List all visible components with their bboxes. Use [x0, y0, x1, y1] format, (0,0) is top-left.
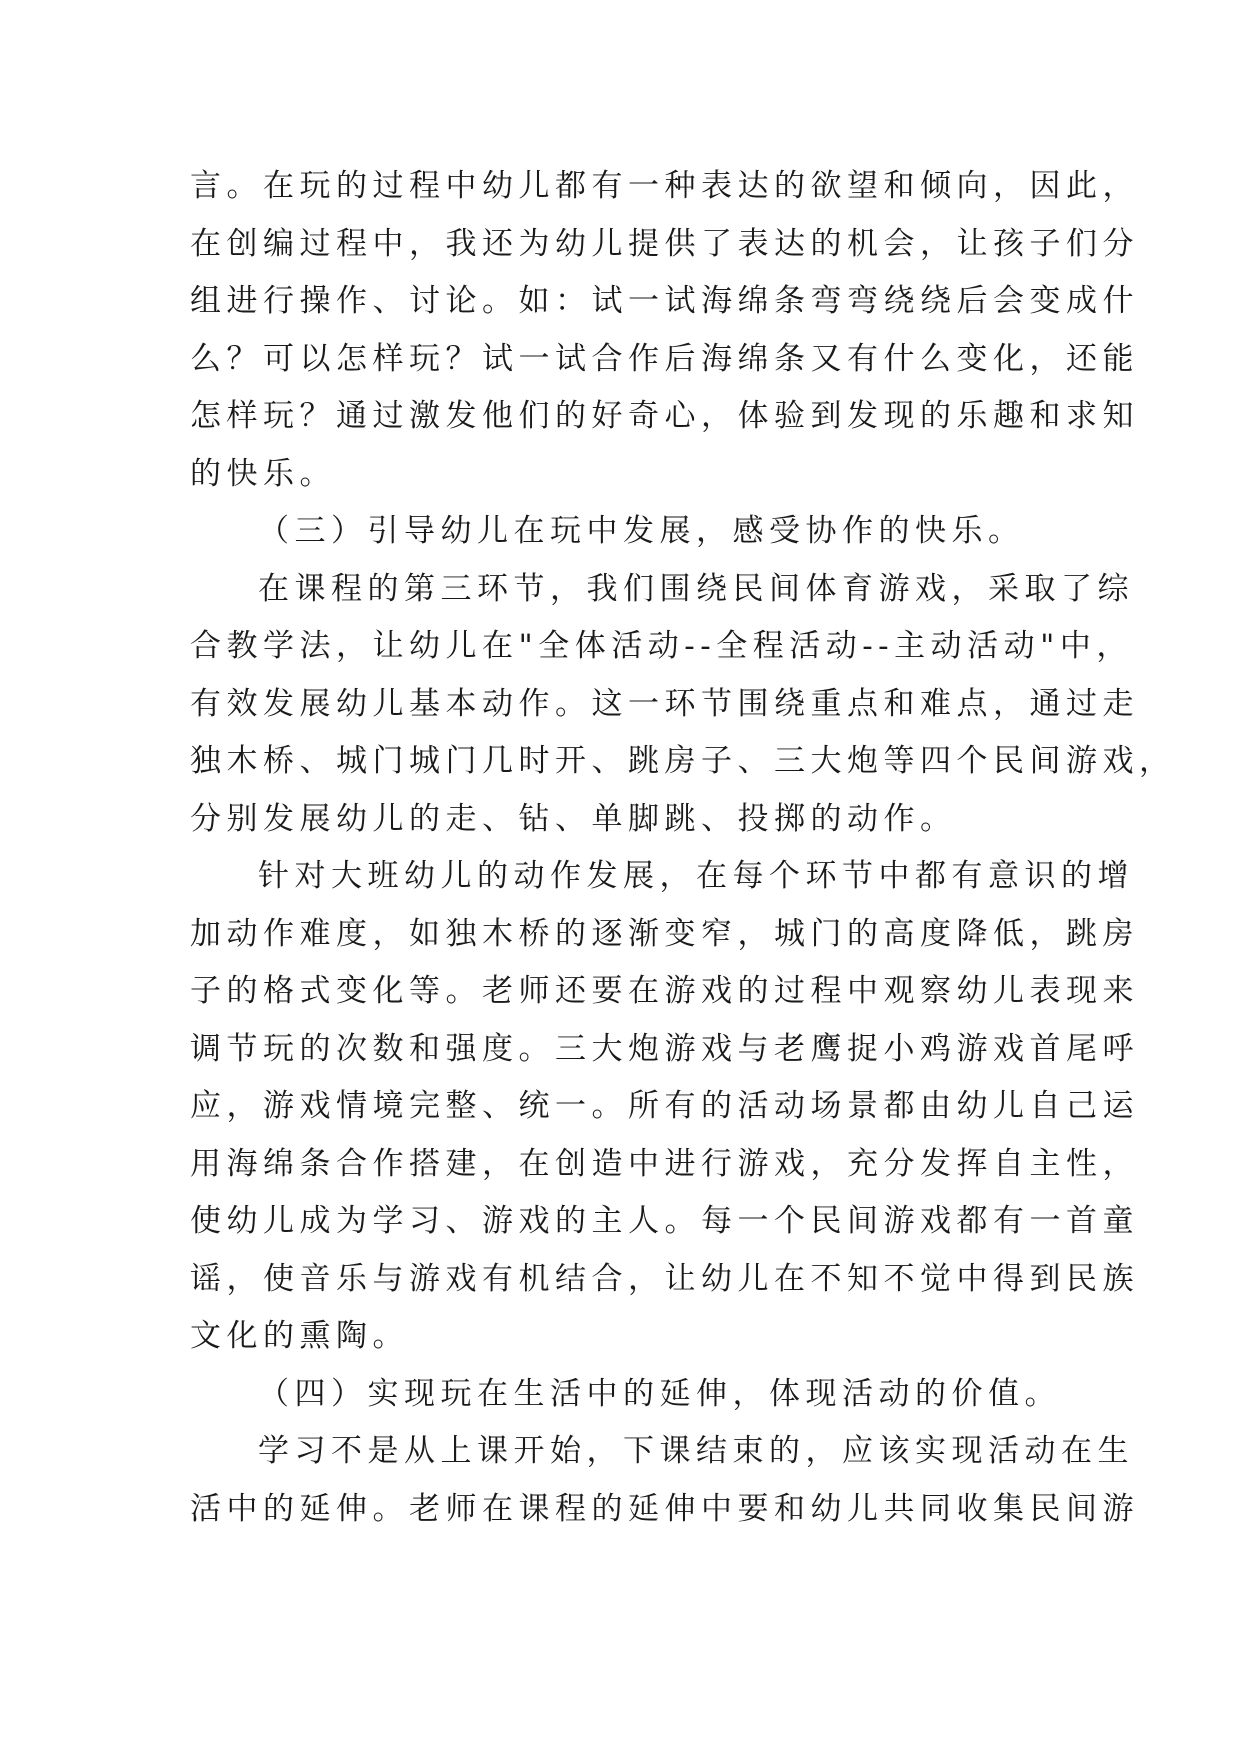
text-line: 言。在玩的过程中幼儿都有一种表达的欲望和倾向，因此，	[190, 168, 1139, 204]
text-line: 加动作难度，如独木桥的逐渐变窄，城门的高度降低，跳房	[190, 915, 1139, 952]
text-line: 怎样玩？通过激发他们的好奇心，体验到发现的乐趣和求知	[190, 398, 1139, 434]
text-line: 么？可以怎样玩？试一试合作后海绵条又有什么变化，还能	[190, 340, 1139, 377]
text-line: 使幼儿成为学习、游戏的主人。每一个民间游戏都有一首童	[190, 1203, 1139, 1239]
text-line: 调节玩的次数和强度。三大炮游戏与老鹰捉小鸡游戏首尾呼	[190, 1030, 1139, 1067]
text-line: 在创编过程中，我还为幼儿提供了表达的机会，让孩子们分	[190, 225, 1139, 262]
text-line: 分别发展幼儿的走、钻、单脚跳、投掷的动作。	[190, 800, 957, 837]
text-line: 用海绵条合作搭建，在创造中进行游戏，充分发挥自主性，	[190, 1145, 1139, 1182]
text-line: 应，游戏情境完整、统一。所有的活动场景都由幼儿自己运	[190, 1088, 1139, 1124]
text-line: 独木桥、城门城门几时开、跳房子、三大炮等四个民间游戏，	[190, 743, 1176, 779]
text-line: 学习不是从上课开始，下课结束的，应该实现活动在生	[258, 1433, 1134, 1469]
text-line: 的快乐。	[190, 455, 336, 492]
section-heading: （三）引导幼儿在玩中发展，感受协作的快乐。	[258, 513, 1025, 549]
section-heading: （四）实现玩在生活中的延伸，体现活动的价值。	[258, 1375, 1061, 1412]
text-line: 活中的延伸。老师在课程的延伸中要和幼儿共同收集民间游	[190, 1490, 1139, 1527]
text-line: 有效发展幼儿基本动作。这一环节围绕重点和难点，通过走	[190, 685, 1139, 722]
text-line: 谣，使音乐与游戏有机结合，让幼儿在不知不觉中得到民族	[190, 1260, 1139, 1297]
text-line: 文化的熏陶。	[190, 1318, 409, 1354]
text-line: 合教学法，让幼儿在"全体活动--全程活动--主动活动"中，	[190, 628, 1133, 664]
text-line: 子的格式变化等。老师还要在游戏的过程中观察幼儿表现来	[190, 973, 1139, 1009]
text-line: 组进行操作、讨论。如：试一试海绵条弯弯绕绕后会变成什	[190, 283, 1139, 319]
text-line: 针对大班幼儿的动作发展，在每个环节中都有意识的增	[258, 858, 1134, 894]
body-text	[190, 158, 1176, 1538]
text-line: 在课程的第三环节，我们围绕民间体育游戏，采取了综	[258, 570, 1134, 607]
